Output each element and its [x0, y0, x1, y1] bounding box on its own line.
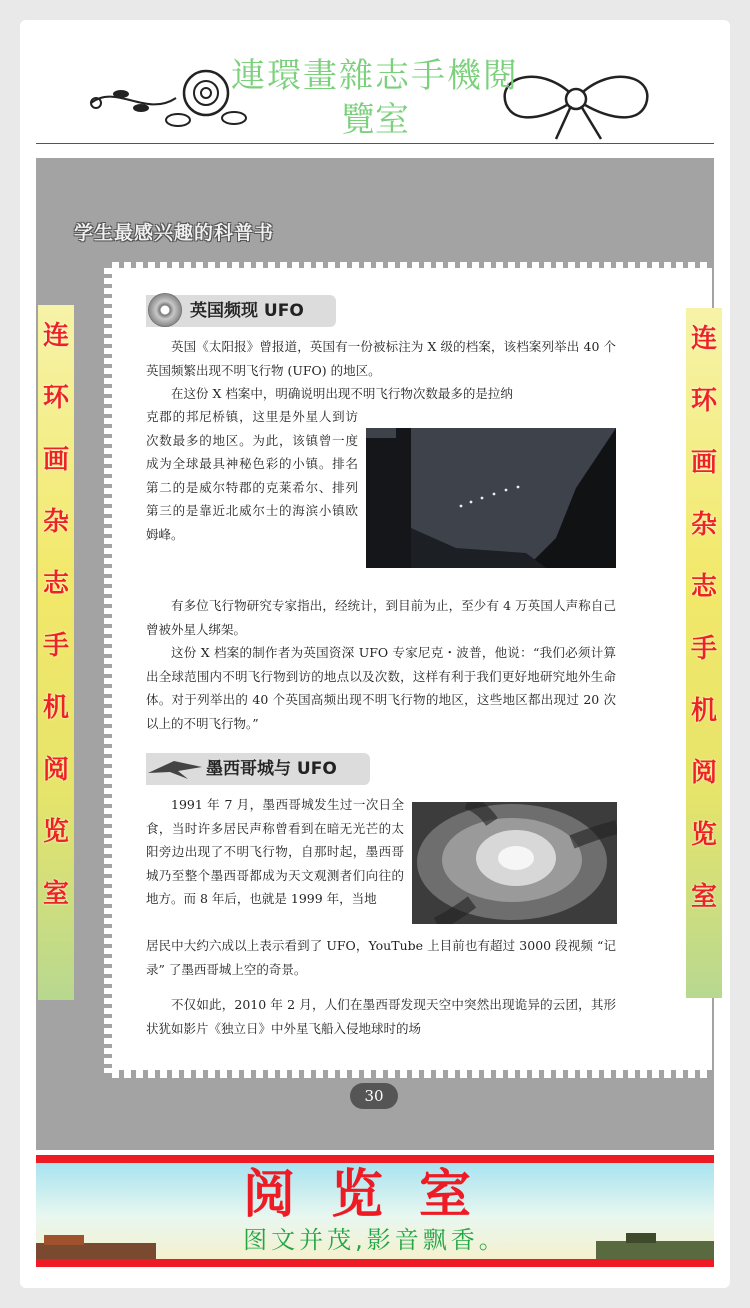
- section1-paragraph2-line: 在这份 X 档案中，明确说明出现不明飞行物次数最多的是拉纳: [171, 386, 513, 401]
- section2-paragraph1-continued: 居民中大约六成以上表示看到了 UFO，YouTube 上目前也有超过 3000 段视频 “记录” 了墨西哥城上空的奇景。: [146, 938, 616, 977]
- night-sky-ufo-illustration: [366, 428, 616, 568]
- section2-paragraph2: 不仅如此，2010 年 2 月，人们在墨西哥发现天空中突然出现诡异的云团，其形状犹如影片《独立日》中外星飞船入侵地球时的场: [146, 997, 616, 1036]
- section1-paragraph3: 有多位飞行物研究专家指出，经统计，到目前为止，至少有 4 万英国人声称自己曾被外星人绑架。: [146, 598, 616, 637]
- reading-room-ad-banner[interactable]: [36, 1155, 714, 1267]
- ufo-plane-icon: [148, 759, 202, 779]
- side-banner-char: 手: [42, 631, 69, 661]
- book-title: 学生最感兴趣的科普书: [74, 222, 275, 244]
- mexico-ufo-photo: [412, 802, 617, 924]
- ad-bottom-stripe: [36, 1259, 714, 1267]
- side-banner-char: 室: [690, 882, 717, 912]
- side-banner-char: 手: [690, 634, 717, 664]
- side-banner-char: 画: [690, 448, 717, 478]
- ad-title: 阅览室: [242, 1165, 507, 1225]
- side-banner-char: 室: [42, 879, 69, 909]
- side-banner-char: 画: [42, 445, 69, 475]
- side-banner-char: 杂: [42, 507, 69, 537]
- side-banner-left: [38, 305, 74, 1000]
- section-heading-uk-ufo: [146, 295, 336, 327]
- cd-disc-icon: [148, 293, 182, 327]
- side-banner-char: 览: [42, 817, 69, 847]
- side-banner-right: [686, 308, 722, 998]
- side-banner-char: 机: [690, 696, 717, 726]
- header-divider: [36, 143, 714, 144]
- night-sky-ufo-photo: [366, 428, 616, 568]
- section2-paragraph1-wrap: 1991 年 7 月，墨西哥城发生过一次日全食，当时许多居民声称曾看到在暗无光芒的太阳旁边出现了不明飞行物，自那时起，墨西哥城乃至整个墨西哥都成为天文观测者们向往的地方。而 8 年后，也就是 1999 年，当地: [146, 797, 404, 906]
- section1-paragraph1: 英国《太阳报》曾报道，英国有一份被标注为 X 级的档案，该档案列举出 40 个英国频繁出现不明飞行物 (UFO) 的地区。: [146, 339, 616, 378]
- header-title-line1: 連環畫雜志手機閱: [231, 56, 519, 96]
- ufo-glow-illustration: [412, 802, 617, 924]
- side-banner-char: 览: [690, 820, 717, 850]
- section1-paragraph4: 这份 X 档案的制作者为英国资深 UFO 专家尼克・波普，他说：“我们必须计算出全球范围内不明飞行物到访的地点以及次数，这样有利于我们更好地研究地外生命体。对于列举出的 40 个英国高频出现不明飞行物的地区，这些地区都出现过 20 次以上的不明飞行物。”: [146, 645, 616, 731]
- side-banner-char: 连: [690, 324, 717, 354]
- side-banner-char: 杂: [690, 510, 717, 540]
- section-heading-label: 英国频现 UFO: [190, 301, 304, 321]
- section-heading-label: 墨西哥城与 UFO: [206, 759, 337, 779]
- ad-subtitle: 图文并茂,影音飘香。: [243, 1226, 507, 1254]
- header: [36, 40, 714, 140]
- side-banner-char: 志: [690, 572, 717, 602]
- page-edge-bottom: [112, 1070, 712, 1078]
- header-title-line2: 覽室: [341, 100, 409, 140]
- section-heading-mexico-ufo: [146, 753, 370, 785]
- side-banner-char: 连: [42, 321, 69, 351]
- side-banner-char: 阅: [690, 758, 717, 788]
- side-banner-char: 环: [42, 383, 69, 413]
- side-banner-char: 机: [42, 693, 69, 723]
- section1-paragraph2-wrap: 克郡的邦尼桥镇，这里是外星人到访次数最多的地区。为此，该镇曾一度成为全球最具神秘色彩的小镇。排名第二的是威尔特郡的克莱希尔、排列第三的是靠近北威尔士的海滨小镇欧姆峰。: [146, 409, 358, 542]
- side-banner-char: 志: [42, 569, 69, 599]
- page-number: 30: [350, 1083, 398, 1109]
- side-banner-char: 阅: [42, 755, 69, 785]
- side-banner-char: 环: [690, 386, 717, 416]
